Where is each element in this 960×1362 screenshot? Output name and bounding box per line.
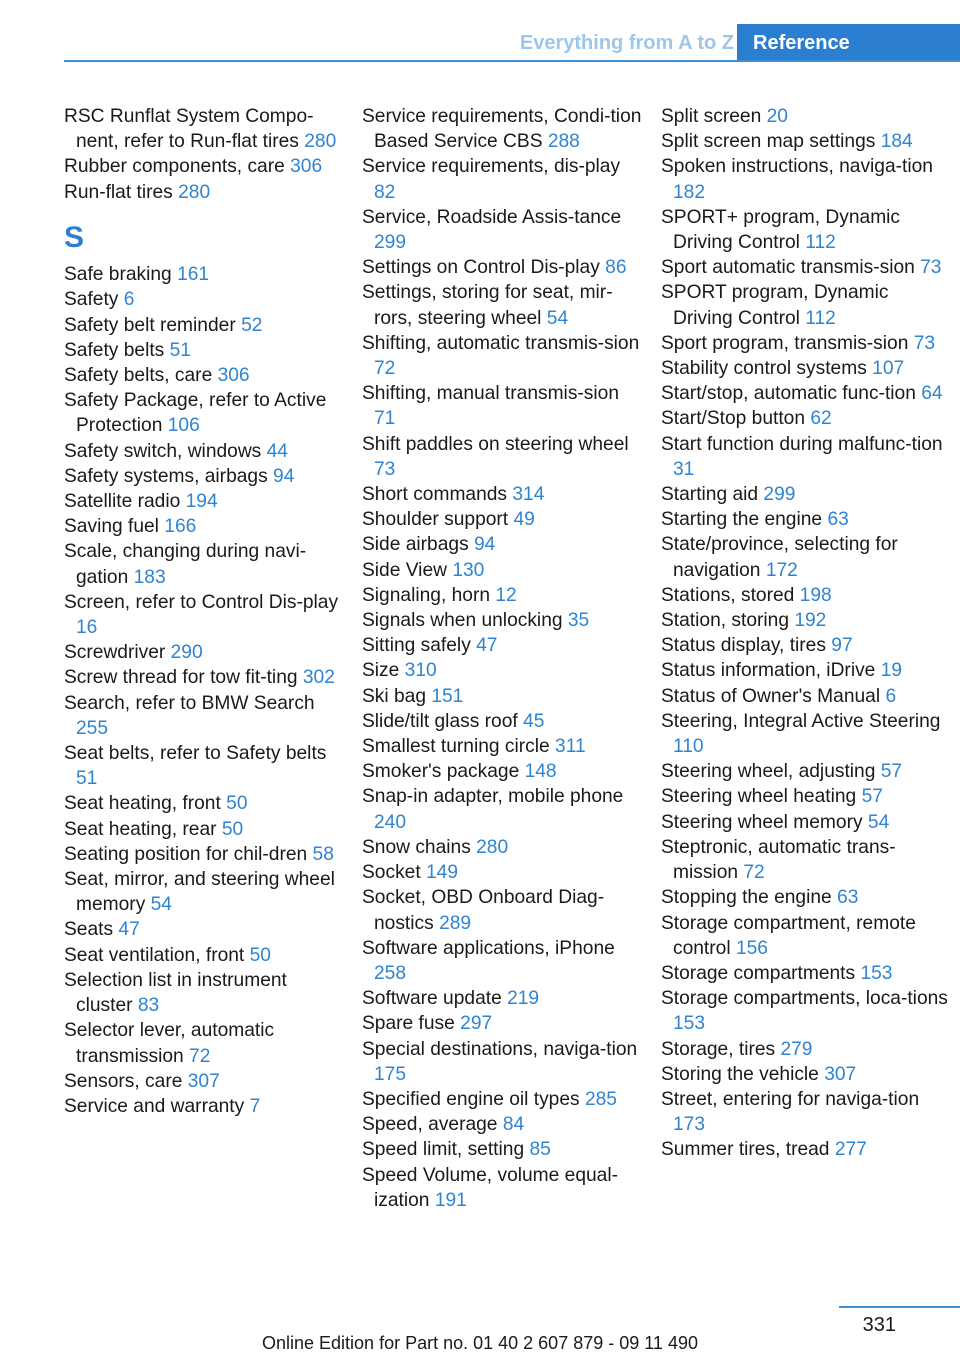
index-entry-text: Safety switch, windows <box>64 440 262 462</box>
index-entry <box>64 741 342 791</box>
index-page-link[interactable]: 107 <box>872 358 905 380</box>
index-entry-text: Size <box>362 660 400 682</box>
index-page-link[interactable]: 288 <box>547 131 580 153</box>
index-entry <box>362 784 642 834</box>
index-entry <box>661 911 951 961</box>
index-entry <box>661 1062 951 1087</box>
index-entry <box>661 885 951 910</box>
index-entry-text: SPORT+ program, Dynamic Driving Control <box>661 206 901 254</box>
index-entry <box>661 507 951 532</box>
index-entry <box>661 1137 951 1162</box>
index-page-link[interactable]: 12 <box>495 584 517 606</box>
index-page-link[interactable]: 72 <box>189 1045 211 1067</box>
index-page-link[interactable]: 172 <box>765 559 798 581</box>
index-page-link[interactable]: 35 <box>567 610 590 632</box>
index-entry-text: Split screen map settings <box>661 131 876 153</box>
index-page-link[interactable]: 173 <box>673 1114 706 1136</box>
index-page-link[interactable]: 175 <box>374 1063 407 1085</box>
index-page-link[interactable]: 54 <box>150 894 172 916</box>
index-entry <box>362 1112 642 1137</box>
index-entry-text: Signaling, horn <box>362 584 491 606</box>
index-entry-text: Snow chains <box>362 836 471 858</box>
index-page-link[interactable]: 31 <box>673 458 695 480</box>
index-entry-text: Speed Volume, volume equal-ization <box>362 1164 618 1211</box>
index-entry <box>362 835 642 860</box>
index-page-link[interactable]: 86 <box>605 257 627 279</box>
index-page-link[interactable]: 73 <box>920 257 942 279</box>
index-entry-text: Specified engine oil types <box>362 1088 580 1110</box>
index-page-link[interactable]: 183 <box>133 566 166 588</box>
index-entry <box>362 583 642 608</box>
index-page-link[interactable]: 310 <box>404 660 437 682</box>
index-entry <box>661 154 951 204</box>
index-entry <box>64 842 342 867</box>
index-entry <box>362 331 642 381</box>
index-page-link[interactable]: 51 <box>169 339 191 361</box>
index-entry <box>362 1087 642 1112</box>
index-page-link[interactable]: 110 <box>673 736 704 758</box>
index-page-link[interactable]: 16 <box>76 617 98 639</box>
index-entry-text: Special destinations, naviga-tion <box>362 1038 638 1060</box>
index-entry <box>661 608 951 633</box>
index-entry <box>64 917 342 942</box>
index-entry-text: Spare fuse <box>362 1013 455 1035</box>
index-entry-text: Scale, changing during navi-gation <box>64 541 307 588</box>
index-entry-text: Steering wheel, adjusting <box>661 761 876 783</box>
index-entry-text: Seat, mirror, and steering wheel memory <box>64 869 335 916</box>
index-entry-text: Start/Stop button <box>661 408 805 430</box>
index-page-link[interactable]: 44 <box>266 440 288 462</box>
index-page-link[interactable]: 156 <box>735 937 768 959</box>
index-page-link[interactable]: 72 <box>374 358 396 380</box>
index-entry-text: Service requirements, dis-play <box>362 156 621 178</box>
index-entry-text: Stations, stored <box>661 584 795 606</box>
index-entry-text: Steering, Integral Active Steering <box>661 710 941 732</box>
index-entry-text: Smoker's package <box>362 761 520 783</box>
index-entry <box>362 885 642 935</box>
index-page-link[interactable]: 62 <box>810 408 832 430</box>
index-entry-text: Sensors, care <box>64 1070 183 1092</box>
index-entry-text: Sport automatic transmis-sion <box>661 257 915 279</box>
header-section-title: Everything from A to Z <box>519 32 734 54</box>
index-entry-text: State/province, selecting for navigation <box>661 534 898 581</box>
index-entry-text: Selection list in instrument cluster <box>64 969 287 1017</box>
index-entry <box>64 514 342 539</box>
index-column-3 <box>661 104 951 1163</box>
index-entry <box>362 104 642 154</box>
index-page-link[interactable]: 82 <box>374 181 396 203</box>
index-entry <box>64 104 342 154</box>
index-page-link[interactable]: 72 <box>743 862 765 884</box>
index-page-link[interactable]: 290 <box>170 642 203 664</box>
index-page-link[interactable]: 83 <box>137 995 160 1017</box>
index-entry <box>64 1094 342 1119</box>
index-entry-text: Seat heating, front <box>64 793 221 815</box>
index-entry-text: Side View <box>362 559 447 581</box>
index-entry <box>661 255 951 280</box>
index-page-link[interactable]: 54 <box>867 811 890 833</box>
index-entry-text: Ski bag <box>362 685 426 707</box>
header-tab-reference: Reference <box>737 24 960 62</box>
index-entry <box>64 313 342 338</box>
index-entry <box>64 464 342 489</box>
index-entry <box>661 482 951 507</box>
index-entry <box>362 684 642 709</box>
index-entry-text: Street, entering for naviga-tion <box>661 1088 920 1110</box>
index-entry <box>64 489 342 514</box>
index-entry <box>362 381 642 431</box>
index-entry-text: Steering wheel memory <box>661 811 863 833</box>
index-entry-text: Saving fuel <box>64 516 159 538</box>
index-entry <box>362 432 642 482</box>
index-entry-text: Service and warranty <box>64 1095 245 1117</box>
index-entry-text: Snap-in adapter, mobile phone <box>362 786 624 808</box>
index-entry-text: RSC Runflat System Compo-nent, refer to Run-flat tires <box>64 106 314 153</box>
index-page-link[interactable]: 6 <box>885 685 897 707</box>
index-entry-text: Status information, iDrive <box>661 660 876 682</box>
index-entry-text: Search, refer to BMW Search <box>64 692 315 714</box>
index-page-link[interactable]: 314 <box>512 484 545 506</box>
index-page-link[interactable]: 73 <box>374 458 396 480</box>
index-entry-text: Split screen <box>661 106 762 127</box>
index-page-link[interactable]: 151 <box>431 685 464 707</box>
index-page-link[interactable]: 19 <box>880 660 903 682</box>
index-page-link[interactable]: 148 <box>524 761 557 783</box>
index-entry-text: Shifting, automatic transmis-sion <box>362 332 640 354</box>
index-entry <box>661 961 951 986</box>
index-entry <box>64 439 342 464</box>
index-entry <box>362 1137 642 1162</box>
index-entry-text: Safety belts <box>64 339 165 361</box>
index-page-link[interactable]: 306 <box>290 156 323 178</box>
index-page-link[interactable]: 57 <box>880 761 903 783</box>
index-entry-text: Socket <box>362 862 421 884</box>
index-entry <box>64 539 342 589</box>
index-entry <box>661 280 951 330</box>
index-entry <box>661 583 951 608</box>
index-page-link[interactable]: 255 <box>76 717 109 739</box>
index-entry <box>64 287 342 312</box>
index-entry-text: Side airbags <box>362 534 469 556</box>
index-entry <box>64 691 342 741</box>
index-page-link[interactable]: 94 <box>474 534 496 556</box>
index-entry <box>64 388 342 438</box>
index-entry <box>64 363 342 388</box>
index-entry <box>64 640 342 665</box>
index-entry <box>661 759 951 784</box>
index-entry-text: Software update <box>362 988 502 1010</box>
index-entry <box>362 1037 642 1087</box>
index-page-link[interactable]: 299 <box>763 484 796 506</box>
index-page-link[interactable]: 280 <box>178 181 211 203</box>
index-entry <box>64 154 342 179</box>
index-entry-text: Screw thread for tow fit-ting <box>64 667 298 689</box>
index-entry-text: Settings, storing for seat, mir-rors, steering wheel <box>362 282 613 329</box>
index-page-link[interactable]: 71 <box>374 408 396 430</box>
index-entry <box>661 532 951 582</box>
index-page-link[interactable]: 106 <box>167 415 200 437</box>
index-entry-text: Shift paddles on steering wheel <box>362 433 629 455</box>
index-page-link[interactable]: 112 <box>805 232 836 254</box>
index-entry <box>64 262 342 287</box>
index-entry <box>362 154 642 204</box>
index-entry <box>661 810 951 835</box>
index-entry <box>362 1011 642 1036</box>
index-entry <box>362 759 642 784</box>
index-entry-text: Stability control systems <box>661 358 867 380</box>
index-page-link[interactable]: 161 <box>177 264 210 286</box>
index-entry-text: Start function during malfunc-tion <box>661 433 943 455</box>
index-page-link[interactable]: 63 <box>837 887 859 909</box>
index-page-link[interactable]: 20 <box>766 106 788 127</box>
index-entry <box>64 180 342 205</box>
index-entry <box>64 665 342 690</box>
index-entry-text: Stopping the engine <box>661 887 832 909</box>
page-number: 331 <box>862 1314 896 1336</box>
index-page-link[interactable]: 153 <box>673 1013 706 1035</box>
index-page-link[interactable]: 307 <box>824 1063 857 1085</box>
index-page-link[interactable]: 280 <box>304 131 337 153</box>
index-entry-text: Service, Roadside Assis-tance <box>362 206 622 228</box>
index-page-link[interactable]: 84 <box>502 1114 525 1136</box>
index-page-link[interactable]: 51 <box>76 768 98 790</box>
index-page-link[interactable]: 54 <box>546 307 569 329</box>
index-entry-text: Seating position for chil-dren <box>64 843 308 865</box>
index-entry <box>661 205 951 255</box>
index-entry-text: Station, storing <box>661 610 789 632</box>
index-entry-text: Settings on Control Dis-play <box>362 257 600 279</box>
index-entry-text: Seat belts, refer to Safety belts <box>64 743 327 765</box>
index-entry-text: Service requirements, Condi-tion Based Service CBS <box>362 106 642 153</box>
index-entry-text: Storing the vehicle <box>661 1063 819 1085</box>
index-page-link[interactable]: 112 <box>805 307 836 329</box>
index-entry <box>64 943 342 968</box>
index-entry-text: Summer tires, tread <box>661 1139 830 1161</box>
index-entry-text: Start/stop, automatic func-tion <box>661 383 916 405</box>
index-entry <box>661 1087 951 1137</box>
index-entry-text: Starting the engine <box>661 509 823 531</box>
index-page-link[interactable]: 182 <box>673 181 706 203</box>
index-entry-text: Spoken instructions, naviga-tion <box>661 156 933 178</box>
index-page-link[interactable]: 64 <box>921 383 943 405</box>
index-entry-text: Selector lever, automatic transmission <box>64 1020 275 1067</box>
index-entry <box>64 968 342 1018</box>
index-entry <box>661 381 951 406</box>
index-page-link[interactable]: 258 <box>374 962 407 984</box>
index-entry-text: Seat heating, rear <box>64 818 217 840</box>
index-page-link[interactable]: 63 <box>827 509 849 531</box>
index-entry <box>64 867 342 917</box>
index-entry <box>64 791 342 816</box>
index-entry <box>362 255 642 280</box>
index-entry-text: Smallest turning circle <box>362 736 550 758</box>
index-entry <box>661 432 951 482</box>
index-page-link[interactable]: 306 <box>217 365 250 387</box>
index-page-link[interactable]: 73 <box>913 332 936 354</box>
index-page-link[interactable]: 297 <box>460 1013 493 1035</box>
index-column-2 <box>362 104 642 1213</box>
index-entry-text: Storage, tires <box>661 1038 776 1060</box>
index-page-link[interactable]: 191 <box>434 1189 467 1211</box>
index-entry <box>362 936 642 986</box>
index-page-link[interactable]: 280 <box>476 836 509 858</box>
index-page-link[interactable]: 285 <box>584 1088 617 1110</box>
index-entry <box>362 1163 642 1213</box>
index-entry-text: Storage compartments <box>661 962 856 984</box>
index-section-letter: S <box>64 220 85 254</box>
index-entry <box>362 860 642 885</box>
index-entry-text: Shifting, manual transmis-sion <box>362 383 620 405</box>
index-entry-text: Status of Owner's Manual <box>661 685 881 707</box>
index-entry <box>64 817 342 842</box>
index-entry <box>661 104 951 129</box>
index-entry-text: Sitting safely <box>362 635 471 657</box>
index-entry-text: Slide/tilt glass roof <box>362 710 518 732</box>
index-page-link[interactable]: 94 <box>273 465 295 487</box>
index-page-link[interactable]: 153 <box>860 962 893 984</box>
index-page-link[interactable]: 219 <box>507 988 540 1010</box>
index-entry <box>362 507 642 532</box>
index-entry <box>661 784 951 809</box>
index-page-link[interactable]: 50 <box>249 944 271 966</box>
index-entry-text: Screwdriver <box>64 642 166 664</box>
index-entry <box>362 986 642 1011</box>
index-entry-text: SPORT program, Dynamic Driving Control <box>661 282 889 329</box>
index-entry-text: Starting aid <box>661 484 759 506</box>
index-entry <box>362 558 642 583</box>
index-page-link[interactable]: 130 <box>452 559 485 581</box>
index-entry-text: Storage compartments, loca-tions <box>661 988 948 1010</box>
index-page-link[interactable]: 47 <box>476 635 498 657</box>
index-page-link[interactable]: 311 <box>555 736 586 758</box>
index-entry-text: Safety Package, refer to Active Protection <box>64 390 327 437</box>
index-entry <box>362 608 642 633</box>
index-entry-text: Screen, refer to Control Dis-play <box>64 591 339 613</box>
index-entry-text: Safety belt reminder <box>64 314 236 336</box>
index-entry <box>661 356 951 381</box>
index-entry <box>661 1037 951 1062</box>
index-entry-text: Seats <box>64 919 114 941</box>
index-page-link[interactable]: 57 <box>861 786 883 808</box>
index-entry-text: Rubber components, care <box>64 156 285 178</box>
index-entry <box>362 482 642 507</box>
index-page-link[interactable]: 240 <box>374 811 407 833</box>
index-entry-text: Software applications, iPhone <box>362 937 615 959</box>
index-entry-text: Steering wheel heating <box>661 786 857 808</box>
index-page-link[interactable]: 166 <box>164 516 197 538</box>
index-entry-text: Satellite radio <box>64 491 181 513</box>
index-page-link[interactable]: 198 <box>799 584 832 606</box>
index-entry-text: Speed limit, setting <box>362 1139 525 1161</box>
index-entry <box>362 532 642 557</box>
index-entry-text: Short commands <box>362 484 508 506</box>
index-page-link[interactable]: 50 <box>221 818 244 840</box>
index-entry <box>64 590 342 640</box>
index-page-link[interactable]: 279 <box>780 1038 813 1060</box>
index-column-1 <box>64 104 342 1119</box>
index-page-link[interactable]: 302 <box>302 667 335 689</box>
index-page-link[interactable]: 52 <box>241 314 263 336</box>
index-entry <box>661 709 951 759</box>
index-entry-text: Shoulder support <box>362 509 509 531</box>
index-page-link[interactable]: 49 <box>513 509 535 531</box>
index-entry-text: Status display, tires <box>661 635 826 657</box>
index-page-link[interactable]: 85 <box>529 1139 551 1161</box>
index-entry <box>362 633 642 658</box>
index-entry <box>661 986 951 1036</box>
index-entry-text: Seat ventilation, front <box>64 944 245 966</box>
index-entry-text: Sport program, transmis-sion <box>661 332 909 354</box>
index-entry <box>661 129 951 154</box>
index-page-link[interactable]: 50 <box>226 793 248 815</box>
index-entry <box>362 280 642 330</box>
index-page-link[interactable]: 307 <box>187 1070 220 1092</box>
footer-rule <box>839 1306 960 1308</box>
index-entry <box>64 1018 342 1068</box>
index-entry <box>661 684 951 709</box>
index-page-link[interactable]: 97 <box>831 635 853 657</box>
index-entry <box>362 709 642 734</box>
index-entry-text: Storage compartment, remote control <box>661 912 916 959</box>
index-entry <box>661 331 951 356</box>
index-entry-text: Safety systems, airbags <box>64 465 268 487</box>
index-page-link[interactable]: 194 <box>185 491 218 513</box>
index-page-link[interactable]: 6 <box>123 289 135 311</box>
index-entry <box>362 205 642 255</box>
index-entry-text: Safe braking <box>64 264 172 286</box>
index-entry-text: Signals when unlocking <box>362 610 563 632</box>
header-rule <box>64 60 960 62</box>
index-page-link[interactable]: 47 <box>118 919 140 941</box>
index-page-link[interactable]: 299 <box>374 232 407 254</box>
index-entry <box>661 406 951 431</box>
index-page-link[interactable]: 58 <box>312 843 334 865</box>
index-entry <box>64 338 342 363</box>
index-page-link[interactable]: 289 <box>439 912 472 934</box>
index-entry <box>661 658 951 683</box>
index-entry <box>362 734 642 759</box>
index-page-link[interactable]: 192 <box>794 610 827 632</box>
index-entry <box>64 1069 342 1094</box>
index-page-link[interactable]: 184 <box>880 131 913 153</box>
index-page-link[interactable]: 149 <box>426 862 459 884</box>
index-page-link[interactable]: 45 <box>523 710 545 732</box>
index-entry-text: Safety belts, care <box>64 365 213 387</box>
index-entry-text: Socket, OBD Onboard Diag-nostics <box>362 887 605 934</box>
index-entry-text: Run-flat tires <box>64 181 173 203</box>
index-entry <box>661 633 951 658</box>
index-entry <box>661 835 951 885</box>
index-page-link[interactable]: 7 <box>249 1095 261 1117</box>
edition-note: Online Edition for Part no. 01 40 2 607 879 - 09 11 490 <box>262 1333 698 1353</box>
index-entry-text: Speed, average <box>362 1114 498 1136</box>
index-entry-text: Steptronic, automatic trans-mission <box>661 836 896 884</box>
index-page-link[interactable]: 277 <box>834 1139 867 1161</box>
index-entry <box>362 658 642 683</box>
index-entry-text: Safety <box>64 289 119 311</box>
